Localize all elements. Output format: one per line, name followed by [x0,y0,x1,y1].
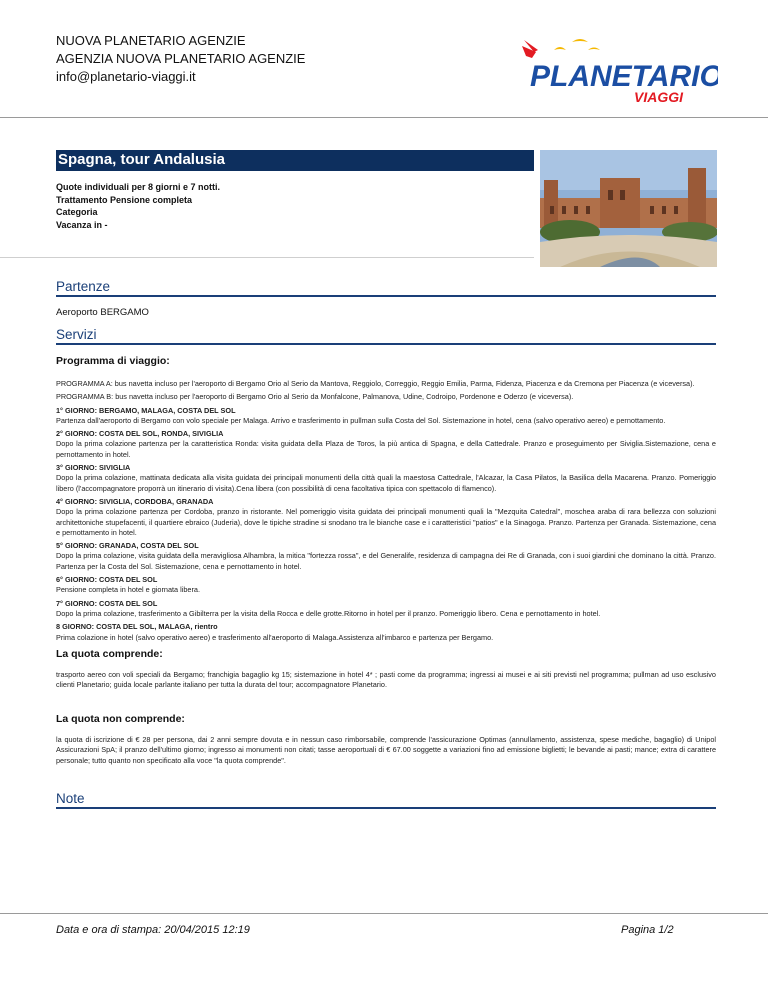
excludes-title: La quota non comprende: [56,713,185,725]
includes-text: trasporto aereo con voli speciali da Bergamo; franchigia bagaglio kg 15; sistemazione in hotel 4* ; pasti come da programma; ingressi ai musei e ai siti previsti nel programma; pullman ad uso esclusivo clienti Planetario; guida locale parlante italiano per tutta la durata del tour; accompagnatore Planetario. [56,670,716,690]
title-underline [56,170,534,171]
day-8 [56,622,716,643]
quote-info: Quote individuali per 8 giorni e 7 notti. [56,182,221,192]
summary-divider [0,257,534,258]
header-divider [0,117,768,118]
trip-summary [56,181,220,231]
day-6 [56,575,716,596]
includes-title: La quota comprende: [56,648,163,660]
page-number: Pagina 1/2 [621,924,674,936]
day-text: Dopo la prima colazione, visita guidata della meravigliosa Alhambra, la mitica "fortezza rossa", e del Generalife, residenza di campagna dei Re di Granada, con i suoi giardini che dominano la città. Pranzo. Partenza per la Costa del Sol. Sistemazione, cena e pernottamento in hotel. [56,551,716,571]
agency-name: NUOVA PLANETARIO AGENZIE [56,33,246,48]
agency-fullname: AGENZIA NUOVA PLANETARIO AGENZIE [56,51,306,66]
day-7 [56,599,716,620]
day-heading: 3° GIORNO: SIVIGLIA [56,463,131,473]
day-text: Prima colazione in hotel (salvo operativo aereo) e trasferimento all'aeroporto di Malaga.Assistenza all'imbarco e partenza per Bergamo. [56,632,494,642]
section-note-title: Note [56,790,716,809]
program-b: PROGRAMMA B: bus navetta incluso per l'aeroporto di Bergamo Orio al Serio da Monfalcone, Palmanova, Udine, Codroipo, Pordenone e Oderzo (e viceversa). [56,392,574,402]
vacation-info: Vacanza in - [56,219,108,230]
agency-email: info@planetario-viaggi.it [56,69,196,84]
treatment-info: Trattamento Pensione completa [56,194,193,205]
category-info: Categoria [56,207,98,217]
day-text: Dopo la prima colazione partenza per la caratteristica Ronda: visita guidata della Plaza de Toros, la più antica di Spagna, e della Cattedrale. Pranzo e proseguimento per Siviglia.Sistemazione, cena e pernottamento in hotel. [56,439,716,459]
print-timestamp: Data e ora di stampa: 20/04/2015 12:19 [56,924,250,936]
program-a: PROGRAMMA A: bus navetta incluso per l'aeroporto di Bergamo Orio al Serio da Mantova, Reggiolo, Correggio, Reggio Emilia, Parma, Fidenza, Piacenza e da Cremona per Piacenza (e viceversa). [56,379,695,388]
day-3 [56,463,716,494]
svg-text:PLANETARIO: PLANETARIO [530,60,718,93]
day-heading: 2° GIORNO: COSTA DEL SOL, RONDA, SIVIGLIA [56,429,224,439]
day-2 [56,429,716,460]
day-text: Partenza dall'aeroporto di Bergamo con volo speciale per Malaga. Arrivo e trasferimento in pullman sulla Costa del Sol. Sistemazione in hotel, cena (salvo operativo aereo) e pernottamento. [56,415,666,425]
footer-divider [0,913,768,914]
page-title: Spagna, tour Andalusia [56,150,534,170]
day-4 [56,497,716,538]
day-heading: 8 GIORNO: COSTA DEL SOL, MALAGA, rientro [56,622,218,632]
day-heading: 1° GIORNO: BERGAMO, MALAGA, COSTA DEL SOL [56,405,236,415]
day-heading: 7° GIORNO: COSTA DEL SOL [56,598,158,608]
excludes-text: la quota di iscrizione di € 28 per persona, dai 2 anni sempre dovuta e in nessun caso rimborsabile, comprende l'assicurazione Optimas (annullamento, assistenza, spese mediche, bagaglio) di Unipol Assicurazioni SpA; il pranzo dell'ultimo giorno; ingresso ai monumenti non citati; tasse aeroportuali di € 67.00 soggette a variazioni fino ad emissione biglietti; le bevande ai pasti; mance; extra di carattere personale; tutto quanto non specificato alla voce "la quota comprende". [56,735,716,765]
departure-airport: Aeroporto BERGAMO [56,307,149,318]
day-text: Dopo la prima colazione partenza per Cordoba, pranzo in ristorante. Nel pomeriggio visita guidata dei principali monumenti quali la "Mezquita Catedral", moschea araba di rara bellezza con soluzioni architettoniche stupefacenti, il quartiere ebraico (Juderia), dove le tipiche stradine si snodano tra le bianche case e i caratteristici "patios" e la Sinagoga. Pranzo. Partenza per Granada. Sistemazione, cena e pernottamento in hotel. [56,507,716,537]
svg-text:VIAGGI: VIAGGI [634,89,684,105]
day-text: Dopo la prima colazione, trasferimento a Gibilterra per la visita della Rocca e delle grotte.Ritorno in hotel per il pranzo. Pomeriggio libero. Cena e pernottamento in hotel. [56,608,601,618]
section-servizi-title: Servizi [56,326,716,345]
day-1 [56,406,716,427]
program-details [56,379,716,646]
agency-header [56,32,305,86]
day-heading: 4° GIORNO: SIVIGLIA, CORDOBA, GRANADA [56,496,214,506]
day-text: Pensione completa in hotel e giornata libera. [56,585,201,595]
day-text: Dopo la prima colazione, mattinata dedicata alla visita guidata dei principali monumenti della città quali la maestosa Cattedrale, l'Alcazar, la Casa Pilatos, la Basilica della Macarena. Pranzo. Pomeriggio libero (l'accompagnatore proporrà un itinerario di visita).Cena libera (con possibilità di cena facoltativa tipica con spettacolo di flamenco). [56,473,716,493]
day-heading: 5° GIORNO: GRANADA, COSTA DEL SOL [56,541,199,551]
plaza-de-espana-photo [540,150,717,267]
day-heading: 6° GIORNO: COSTA DEL SOL [56,575,158,585]
planetario-logo [514,36,718,106]
section-partenze-title: Partenze [56,278,716,297]
program-title: Programma di viaggio: [56,355,170,367]
day-5 [56,541,716,572]
